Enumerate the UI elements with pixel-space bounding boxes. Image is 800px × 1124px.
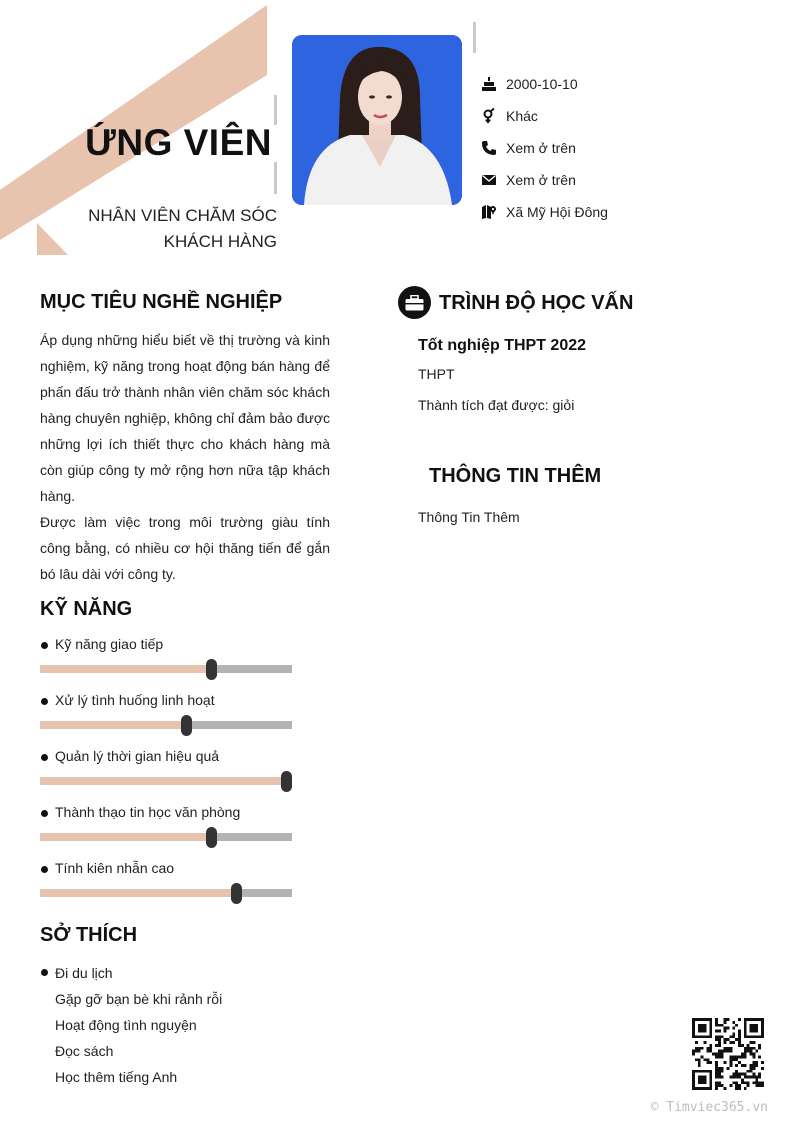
objective-paragraph: Được làm việc trong môi trường giàu tính công bằng, có nhiều cơ hội thăng tiến để gắn bó lâu dài với công ty. (40, 514, 330, 582)
candidate-name: ỨNG VIÊN (85, 122, 272, 163)
profile-photo (292, 35, 462, 205)
education-achievement: Thành tích đạt được: giỏi (418, 397, 575, 413)
objective-paragraph: Áp dụng những hiểu biết về thị trường và kinh nghiệm, kỹ năng trong hoạt động bán hàng để phấn đấu trở thành nhân viên chăm sóc khách hàng chuyên nghiệp, không chỉ đảm bảo được những lợi ích thiết thực cho khách hàng mà còn giúp công ty mở rộng hơn nữa tập khách hàng. (40, 332, 330, 504)
qr-code[interactable] (692, 1018, 764, 1090)
hobby-item: Đi du lịch (40, 960, 222, 986)
education-degree: Tốt nghiệp THPT 2022 (418, 337, 587, 354)
hobbies-title: SỞ THÍCH (40, 924, 138, 946)
contact-address-value: Xã Mỹ Hội Đông (506, 204, 608, 220)
contact-gender-value: Khác (506, 108, 538, 124)
skill-label: Thành thạo tin học văn phòng (40, 804, 292, 824)
skill-bar (40, 889, 292, 897)
skill-bar-fill (40, 889, 237, 897)
education-school: THPT (418, 366, 455, 382)
divider (274, 162, 277, 194)
skill-bar-knob (181, 715, 192, 736)
skill-bar-fill (40, 777, 292, 785)
contact-phone-value: Xem ở trên (506, 140, 576, 156)
divider (473, 22, 476, 53)
skills-title: KỸ NĂNG (40, 598, 133, 620)
map-location-icon (480, 203, 498, 221)
job-title (40, 203, 277, 255)
extra-info-content: Thông Tin Thêm (418, 509, 520, 525)
hobbies-list (40, 960, 222, 1090)
skill-bar-knob (281, 771, 292, 792)
hobby-item: Đọc sách (55, 1043, 114, 1059)
contact-email (480, 164, 608, 196)
skill-item (40, 860, 292, 880)
skill-bar (40, 721, 292, 729)
contact-email-value: Xem ở trên (506, 172, 576, 188)
skill-item (40, 636, 292, 656)
contact-gender (480, 100, 608, 132)
skill-label: Kỹ năng giao tiếp (40, 636, 292, 656)
skill-label: Quản lý thời gian hiệu quả (40, 748, 292, 768)
contact-address (480, 196, 608, 228)
divider (274, 95, 277, 125)
extra-info-title: THÔNG TIN THÊM (429, 465, 602, 487)
education-title: TRÌNH ĐỘ HỌC VẤN (439, 292, 634, 314)
skill-label: Xử lý tình huống linh hoạt (40, 692, 292, 712)
job-title-line: KHÁCH HÀNG (163, 232, 277, 251)
hobby-item: Học thêm tiếng Anh (55, 1069, 178, 1085)
skill-item (40, 692, 292, 712)
hobby-item: Gặp gỡ bạn bè khi rảnh rỗi (55, 991, 223, 1007)
skill-item (40, 748, 292, 768)
gender-icon (480, 107, 498, 125)
skill-bar (40, 777, 292, 785)
skill-label: Tính kiên nhẫn cao (40, 860, 292, 880)
birthday-cake-icon (480, 75, 498, 93)
objective-title: MỤC TIÊU NGHỀ NGHIỆP (40, 291, 283, 313)
skill-item (40, 804, 292, 824)
contact-birthday-value: 2000-10-10 (506, 76, 578, 92)
phone-icon (480, 139, 498, 157)
contact-birthday (480, 68, 608, 100)
skill-bar-fill (40, 665, 211, 673)
objective-text (40, 327, 330, 587)
skill-bar-fill (40, 721, 186, 729)
skill-bar-fill (40, 833, 211, 841)
copyright-text: © Timviec365.vn (650, 1100, 768, 1115)
skill-bar (40, 833, 292, 841)
contact-info (480, 68, 608, 228)
skill-bar-knob (231, 883, 242, 904)
skill-bar-knob (206, 827, 217, 848)
skill-bar (40, 665, 292, 673)
skill-bar-knob (206, 659, 217, 680)
job-title-line: NHÂN VIÊN CHĂM SÓC (88, 206, 277, 225)
contact-phone (480, 132, 608, 164)
email-icon (480, 171, 498, 189)
briefcase-icon (398, 286, 431, 319)
hobby-item: Hoạt động tình nguyện (55, 1017, 197, 1033)
